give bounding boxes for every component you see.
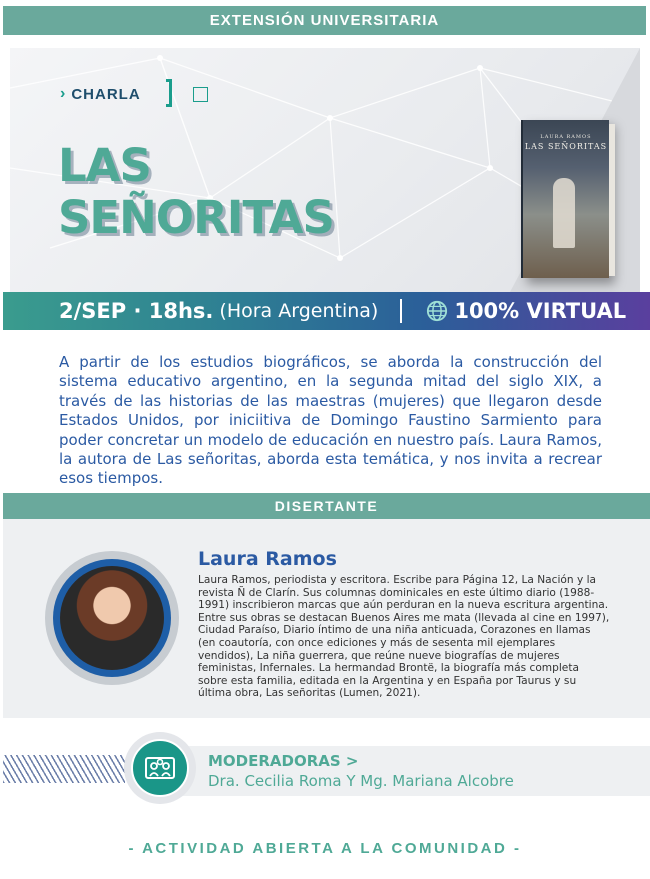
book-cover bbox=[521, 120, 609, 278]
speaker-section-header: DISERTANTE bbox=[3, 493, 650, 519]
footer-note: - ACTIVIDAD ABIERTA A LA COMUNIDAD - bbox=[128, 840, 522, 857]
book-title: LAS SEÑORITAS bbox=[524, 142, 608, 151]
globe-icon bbox=[426, 300, 448, 322]
event-mode: 100% VIRTUAL bbox=[454, 299, 627, 323]
people-icon bbox=[142, 750, 178, 786]
event-title-line2: SEÑORITAS bbox=[58, 191, 334, 244]
square-decoration bbox=[193, 87, 208, 102]
event-tag bbox=[60, 82, 141, 106]
book-illustration bbox=[553, 178, 575, 248]
moderators-names: Dra. Cecilia Roma Y Mg. Mariana Alcobre bbox=[208, 772, 514, 790]
speaker-name: Laura Ramos bbox=[198, 548, 337, 570]
event-title bbox=[58, 140, 438, 244]
moderators-label: MODERADORAS > bbox=[208, 752, 359, 770]
speaker-bio: Laura Ramos, periodista y escritora. Escribe para Página 12, La Nación y la revista Ñ de Clarín. Sus columnas dominicales en este último diario (1988-1991) inscribieron marcas que aún perduran en la nueva escritura argentina. Entre sus obras se destacan Buenos Aires me mata (llevada al cine en 1997), Ciudad Paraíso, Diario íntimo de una niña anticuada, Corazones en llamas (en coautoría, con once ediciones y más de sesenta mil ejemplares vendidos), La niña guerrera, que reúne nueve biografías de mujeres feministas, Infernales. La hermandad Brontë, la biografía más completa sobre esta familia, editada en la Argentina y en España por Taurus y su última obra, Las señoritas (Lumen, 2021). bbox=[198, 574, 610, 700]
bracket-decoration bbox=[166, 79, 172, 107]
chevron-right-icon: › bbox=[60, 85, 66, 102]
header-bar: EXTENSIÓN UNIVERSITARIA bbox=[3, 6, 646, 35]
book-author: LAURA RAMOS bbox=[540, 134, 592, 140]
event-description: A partir de los estudios biográficos, se aborda la construcción del sistema educativo argentino, en la segunda mitad del siglo XIX, a través de las historias de las maestras (mujeres) que llegaron desde Estados Unidos, por iniciitiva de Domingo Faustino Sarmiento para poder concretar un modelo de educación en nuestro país. Laura Ramos, la autora de Las señoritas, aborda esta temática, y nos invita a recrear esos tiempos. bbox=[59, 353, 602, 488]
schedule-band bbox=[3, 292, 650, 330]
book-pages bbox=[609, 124, 615, 276]
event-title-line1: LAS bbox=[58, 139, 151, 192]
band-divider bbox=[400, 299, 402, 323]
stripes-decoration bbox=[3, 755, 125, 783]
event-timezone: (Hora Argentina) bbox=[219, 300, 379, 322]
event-date-time: 2/SEP · 18hs. bbox=[59, 299, 214, 323]
avatar bbox=[60, 566, 164, 670]
event-type-label: CHARLA bbox=[71, 85, 141, 103]
